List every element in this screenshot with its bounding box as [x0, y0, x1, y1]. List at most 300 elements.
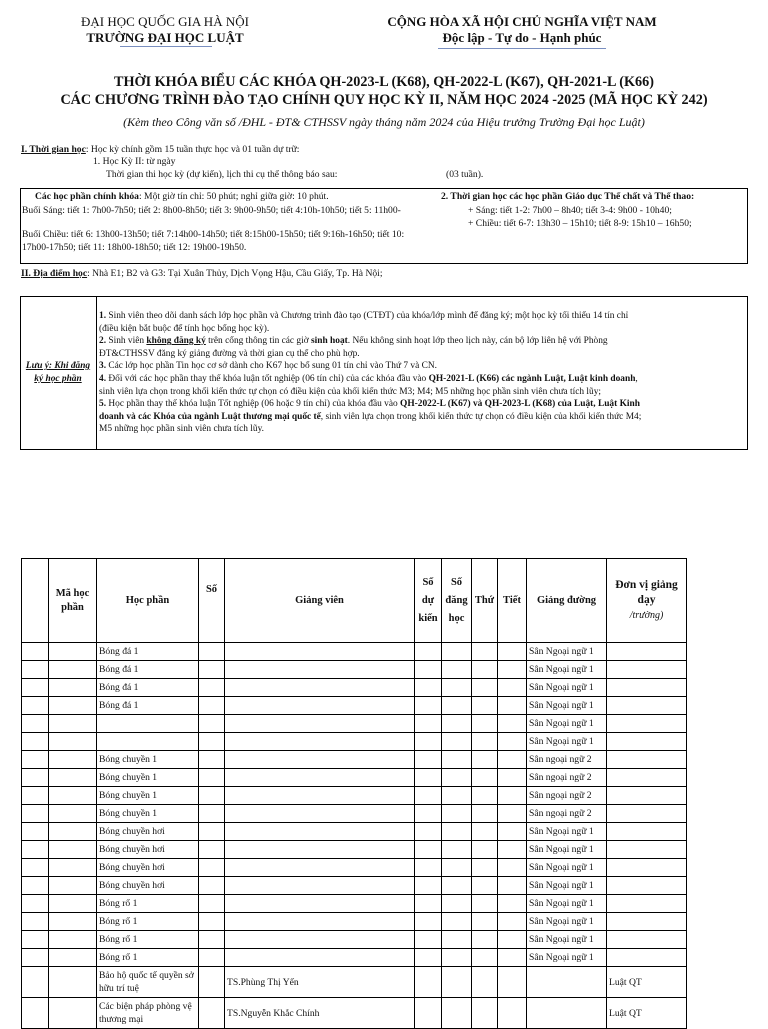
registered-cell — [442, 679, 472, 697]
lecturer-cell: TS.Nguyễn Khắc Chính — [225, 998, 415, 1029]
header-course-code — [49, 559, 97, 643]
header-registered-2: đăng — [445, 594, 468, 606]
registered-cell — [442, 967, 472, 998]
section-location-text: : Nhà E1; B2 và G3: Tại Xuân Thủy, Dịch Vọng Hậu, Cầu Giấy, Tp. Hà Nội; — [87, 268, 383, 279]
day-cell — [472, 805, 498, 823]
exam-weeks: (03 tuần). — [446, 169, 484, 180]
number-cell — [199, 769, 225, 787]
country-name: CỘNG HÒA XÃ HỘI CHỦ NGHĨA VIỆT NAM — [387, 14, 657, 29]
semester-item: 1. Học Kỳ II: từ ngày — [93, 156, 176, 167]
unit-cell — [607, 715, 687, 733]
period-cell — [498, 949, 527, 967]
number-cell — [199, 877, 225, 895]
header-lecturer: Giảng viên — [225, 559, 415, 643]
unit-cell — [607, 895, 687, 913]
header-expected — [415, 559, 442, 643]
lecturer-cell — [225, 697, 415, 715]
table-row — [22, 967, 687, 998]
course-name-cell: Bóng chuyền hơi — [97, 841, 199, 859]
note-2-num: 2. — [99, 336, 107, 347]
number-cell — [199, 733, 225, 751]
row-blank-cell — [22, 805, 49, 823]
course-name-cell: Bóng rổ 1 — [97, 931, 199, 949]
header-left-underline — [120, 46, 212, 47]
course-name-cell: Bóng chuyền 1 — [97, 769, 199, 787]
expected-cell — [415, 715, 442, 733]
course-code-cell — [49, 949, 97, 967]
number-cell — [199, 805, 225, 823]
row-blank-cell — [22, 967, 49, 998]
row-blank-cell — [22, 895, 49, 913]
university-name: ĐẠI HỌC QUỐC GIA HÀ NỘI — [81, 14, 249, 29]
header-expected-2: dự — [421, 594, 435, 606]
row-blank-cell — [22, 949, 49, 967]
table-row — [22, 931, 687, 949]
exam-time: Thời gian thi học kỳ (dự kiến), lịch thi cụ thể thông báo sau: — [106, 169, 338, 180]
note-2-text-a: Sinh viên — [106, 336, 147, 347]
course-code-cell — [49, 841, 97, 859]
table-row — [22, 913, 687, 931]
expected-cell — [415, 733, 442, 751]
header-expected-3: kiến — [418, 612, 438, 624]
header-course-code-2: phần — [61, 601, 84, 613]
lecturer-cell — [225, 823, 415, 841]
section-location — [21, 268, 383, 281]
table-row — [22, 643, 687, 661]
day-cell — [472, 697, 498, 715]
row-blank-cell — [22, 769, 49, 787]
pe-afternoon: + Chiều: tiết 6-7: 13h30 – 15h10; tiết 8-9: 15h10 – 16h50; — [468, 218, 692, 229]
lecturer-cell — [225, 913, 415, 931]
lecturer-cell — [225, 787, 415, 805]
row-blank-cell — [22, 787, 49, 805]
unit-cell — [607, 787, 687, 805]
course-name-cell: Bóng rổ 1 — [97, 895, 199, 913]
note-4-num: 4. — [99, 373, 107, 384]
unit-cell: Luật QT — [607, 998, 687, 1029]
header-classroom: Giảng đường — [527, 559, 607, 643]
table-row — [22, 751, 687, 769]
university-header — [60, 14, 270, 46]
number-cell — [199, 895, 225, 913]
lecturer-cell — [225, 679, 415, 697]
header-unit — [607, 559, 687, 643]
lecturer-cell — [225, 949, 415, 967]
course-code-cell — [49, 697, 97, 715]
period-cell — [498, 859, 527, 877]
number-cell — [199, 841, 225, 859]
note-3 — [99, 360, 744, 373]
header-course: Học phần — [97, 559, 199, 643]
table-row — [22, 823, 687, 841]
lecturer-cell — [225, 769, 415, 787]
unit-cell — [607, 643, 687, 661]
course-name-cell: Bóng chuyền 1 — [97, 751, 199, 769]
main-course-label: Các học phần chính khóa — [35, 191, 139, 202]
course-name-cell: Bóng chuyền hơi — [97, 823, 199, 841]
period-cell — [498, 823, 527, 841]
classroom-cell: Sân Ngoại ngữ 1 — [527, 895, 607, 913]
note-4c: sinh viên lựa chọn trong khối kiến thức tự chọn có điều kiện của khối kiến thức M3; M4; M5 những học phần sinh viên chưa tích lũy; — [99, 386, 602, 397]
table-row — [22, 697, 687, 715]
registered-cell — [442, 877, 472, 895]
course-code-cell — [49, 823, 97, 841]
day-cell — [472, 751, 498, 769]
table-row — [22, 661, 687, 679]
header-unit-3: /trường) — [629, 610, 664, 621]
day-cell — [472, 769, 498, 787]
note-5-num: 5. — [99, 399, 107, 410]
unit-cell — [607, 931, 687, 949]
classroom-cell: Sân Ngoại ngữ 1 — [527, 877, 607, 895]
row-blank-cell — [22, 715, 49, 733]
number-cell — [199, 859, 225, 877]
lecturer-cell — [225, 895, 415, 913]
day-cell — [472, 661, 498, 679]
number-cell — [199, 697, 225, 715]
notes-list — [99, 310, 744, 436]
lecturer-cell — [225, 859, 415, 877]
header-registered-1: Số — [450, 576, 463, 588]
course-code-cell — [49, 931, 97, 949]
expected-cell — [415, 643, 442, 661]
table-row — [22, 787, 687, 805]
lecturer-cell — [225, 805, 415, 823]
course-code-cell — [49, 733, 97, 751]
unit-cell — [607, 733, 687, 751]
section-time — [21, 144, 299, 157]
unit-cell — [607, 877, 687, 895]
course-name-cell: Bóng đá 1 — [97, 661, 199, 679]
note-4-text-b: , — [635, 373, 638, 384]
course-code-cell — [49, 859, 97, 877]
period-cell — [498, 697, 527, 715]
table-row — [22, 895, 687, 913]
page-subtitle: (Kèm theo Công văn số /ĐHL - ĐT& CTHSSV ngày tháng năm 2024 của Hiệu trưởng Trường Đại học Luật) — [123, 115, 645, 129]
number-cell — [199, 931, 225, 949]
day-cell — [472, 643, 498, 661]
expected-cell — [415, 823, 442, 841]
number-cell — [199, 823, 225, 841]
course-code-cell — [49, 679, 97, 697]
day-cell — [472, 823, 498, 841]
course-name-cell — [97, 733, 199, 751]
table-row — [22, 805, 687, 823]
course-code-cell — [49, 769, 97, 787]
note-2d: ĐT&CTHSSV đăng ký giảng đường và thời gian cụ thể cho phù hợp. — [99, 348, 360, 359]
day-cell — [472, 913, 498, 931]
afternoon-schedule-1: Buổi Chiều: tiết 6: 13h00-13h50; tiết 7:14h00-14h50; tiết 8:15h00-15h50; tiết 9:16h-16h50; tiết 10: — [22, 229, 405, 240]
day-cell — [472, 877, 498, 895]
course-name-cell: Bóng chuyền hơi — [97, 859, 199, 877]
classroom-cell: Sân Ngoại ngữ 1 — [527, 715, 607, 733]
note-2-text-b: trên cổng thông tin các giờ — [205, 336, 312, 347]
number-cell — [199, 949, 225, 967]
unit-cell — [607, 805, 687, 823]
note-4-bold: QH-2021-L (K66) các ngành Luật, Luật kinh doanh — [428, 373, 636, 384]
course-code-cell — [49, 967, 97, 998]
course-name-cell: Bóng rổ 1 — [97, 913, 199, 931]
row-blank-cell — [22, 931, 49, 949]
header-period: Tiết — [498, 559, 527, 643]
registered-cell — [442, 697, 472, 715]
table-row — [22, 769, 687, 787]
period-cell — [498, 913, 527, 931]
main-course-text: : Một giờ tín chỉ: 50 phút; nghỉ giữa giờ: 10 phút. — [138, 191, 329, 202]
note-4 — [99, 373, 744, 386]
expected-cell — [415, 949, 442, 967]
note-3-text: Các lớp học phần Tin học cơ sở dành cho K67 học bổ sung 01 tín chỉ vào Thứ 7 và CN. — [106, 361, 437, 372]
number-cell — [199, 643, 225, 661]
row-blank-cell — [22, 679, 49, 697]
row-blank-cell — [22, 697, 49, 715]
course-name-cell: Bóng chuyền 1 — [97, 787, 199, 805]
day-cell — [472, 931, 498, 949]
table-row — [22, 859, 687, 877]
lecturer-cell — [225, 877, 415, 895]
course-code-cell — [49, 661, 97, 679]
header-unit-2: dạy — [637, 594, 656, 606]
classroom-cell: Sân ngoại ngữ 2 — [527, 787, 607, 805]
unit-cell — [607, 859, 687, 877]
number-cell — [199, 679, 225, 697]
note-5-line2 — [99, 411, 744, 424]
header-right-underline — [438, 48, 606, 49]
schedule-body — [22, 643, 687, 1029]
period-cell — [498, 787, 527, 805]
unit-cell — [607, 913, 687, 931]
classroom-cell: Sân Ngoại ngữ 1 — [527, 859, 607, 877]
schedule-table — [21, 558, 687, 1029]
day-cell — [472, 715, 498, 733]
national-motto — [372, 14, 672, 46]
day-cell — [472, 841, 498, 859]
expected-cell — [415, 967, 442, 998]
day-cell — [472, 733, 498, 751]
table-row — [22, 715, 687, 733]
notes-divider — [96, 296, 97, 450]
course-code-cell — [49, 895, 97, 913]
period-cell — [498, 895, 527, 913]
registered-cell — [442, 931, 472, 949]
course-name-cell — [97, 715, 199, 733]
classroom-cell: Sân Ngoại ngữ 1 — [527, 841, 607, 859]
classroom-cell: Sân Ngoại ngữ 1 — [527, 949, 607, 967]
table-row — [22, 733, 687, 751]
classroom-cell: Sân Ngoại ngữ 1 — [527, 913, 607, 931]
classroom-cell: Sân Ngoại ngữ 1 — [527, 823, 607, 841]
registered-cell — [442, 751, 472, 769]
expected-cell — [415, 913, 442, 931]
morning-schedule: Buổi Sáng: tiết 1: 7h00-7h50; tiết 2: 8h00-8h50; tiết 3: 9h00-9h50; tiết 4:10h-10h50; tiết 5: 11h00- — [22, 205, 401, 216]
expected-cell — [415, 859, 442, 877]
row-blank-cell — [22, 643, 49, 661]
course-code-cell — [49, 877, 97, 895]
course-name-cell: Bóng đá 1 — [97, 697, 199, 715]
header-expected-1: Số — [422, 576, 434, 588]
unit-cell — [607, 823, 687, 841]
unit-cell — [607, 679, 687, 697]
period-cell — [498, 841, 527, 859]
lecturer-cell — [225, 661, 415, 679]
expected-cell — [415, 877, 442, 895]
row-blank-cell — [22, 823, 49, 841]
unit-cell: Luật QT — [607, 967, 687, 998]
period-cell — [498, 643, 527, 661]
note-5-text-b: , sinh viên lựa chọn trong khối kiến thức tự chọn có điều kiện của khối kiến thức M4; — [320, 411, 642, 422]
lecturer-cell — [225, 841, 415, 859]
course-name-cell: Bóng rổ 1 — [97, 949, 199, 967]
period-cell — [498, 661, 527, 679]
course-name-cell: Các biện pháp phòng vệ thương mại — [97, 998, 199, 1029]
note-5c: M5 những học phần sinh viên chưa tích lũy. — [99, 424, 264, 435]
classroom-cell: Sân Ngoại ngữ 1 — [527, 661, 607, 679]
period-cell — [498, 931, 527, 949]
classroom-cell: Sân ngoại ngữ 2 — [527, 769, 607, 787]
note-4-text-a: Đối với các học phần thay thế khóa luận tốt nghiệp (06 tín chỉ) của các khóa đầu vào — [106, 373, 429, 384]
classroom-cell — [527, 967, 607, 998]
section-time-label: I. Thời gian học — [21, 144, 86, 155]
period-cell — [498, 715, 527, 733]
note-1-num: 1. — [99, 311, 107, 321]
note-2-bold: không đăng ký — [146, 336, 206, 347]
lecturer-cell — [225, 931, 415, 949]
course-name-cell: Bóng đá 1 — [97, 643, 199, 661]
registered-cell — [442, 823, 472, 841]
note-5-bold-2: doanh và các Khóa của ngành Luật thương mại quốc tế — [99, 411, 321, 422]
registered-cell — [442, 733, 472, 751]
classroom-cell: Sân Ngoại ngữ 1 — [527, 697, 607, 715]
header-registered — [442, 559, 472, 643]
course-name-cell: Bóng chuyền 1 — [97, 805, 199, 823]
expected-cell — [415, 895, 442, 913]
day-cell — [472, 859, 498, 877]
unit-cell — [607, 751, 687, 769]
period-cell — [498, 967, 527, 998]
expected-cell — [415, 931, 442, 949]
pe-morning: + Sáng: tiết 1-2: 7h00 – 8h40; tiết 3-4: 9h00 - 10h40; — [468, 205, 672, 216]
registered-cell — [442, 715, 472, 733]
expected-cell — [415, 787, 442, 805]
note-5-bold: QH-2022-L (K67) và QH-2023-L (K68) của Luật, Luật Kinh — [400, 399, 640, 410]
registered-cell — [442, 805, 472, 823]
notes-label: Lưu ý: Khi đăng ký học phần — [25, 361, 91, 384]
table-row — [22, 841, 687, 859]
course-code-cell — [49, 913, 97, 931]
number-cell — [199, 913, 225, 931]
classroom-cell: Sân Ngoại ngữ 1 — [527, 643, 607, 661]
course-code-cell — [49, 787, 97, 805]
unit-cell — [607, 769, 687, 787]
row-blank-cell — [22, 661, 49, 679]
course-name-cell: Bóng chuyền hơi — [97, 877, 199, 895]
unit-cell — [607, 697, 687, 715]
period-cell — [498, 679, 527, 697]
note-1-text: Sinh viên theo dõi danh sách lớp học phần và Chương trình đào tạo (CTĐT) của khóa/lớp mình để đăng ký; một học kỳ tối thiểu 14 tín chỉ — [106, 311, 629, 321]
classroom-cell: Sân ngoại ngữ 2 — [527, 751, 607, 769]
course-name-cell: Bảo hộ quốc tế quyền sở hữu trí tuệ — [97, 967, 199, 998]
registered-cell — [442, 841, 472, 859]
expected-cell — [415, 661, 442, 679]
header-course-code-1: Mã học — [55, 587, 90, 599]
note-2-bold-2: sinh hoạt — [311, 336, 348, 347]
note-5-text-a: Học phần thay thế khóa luận Tốt nghiệp (06 hoặc 9 tín chỉ) của khóa đầu vào — [106, 399, 401, 410]
course-code-cell — [49, 805, 97, 823]
expected-cell — [415, 841, 442, 859]
note-1b: (điều kiện bắt buộc để tính học bổng học kỳ). — [99, 323, 270, 334]
lecturer-cell — [225, 643, 415, 661]
header-number: Số — [199, 559, 225, 643]
classroom-cell: Sân Ngoại ngữ 1 — [527, 679, 607, 697]
table-row — [22, 877, 687, 895]
table-row — [22, 679, 687, 697]
header-registered-3: học — [448, 612, 465, 624]
header-blank — [22, 559, 49, 643]
period-cell — [498, 877, 527, 895]
registered-cell — [442, 787, 472, 805]
lecturer-cell — [225, 733, 415, 751]
course-name-cell: Bóng đá 1 — [97, 679, 199, 697]
day-cell — [472, 787, 498, 805]
day-cell — [472, 949, 498, 967]
period-cell — [498, 733, 527, 751]
note-1 — [99, 310, 744, 323]
classroom-cell: Sân ngoại ngữ 2 — [527, 805, 607, 823]
course-code-cell — [49, 715, 97, 733]
registered-cell — [442, 859, 472, 877]
expected-cell — [415, 769, 442, 787]
registered-cell — [442, 895, 472, 913]
row-blank-cell — [22, 841, 49, 859]
classroom-cell: Sân Ngoại ngữ 1 — [527, 733, 607, 751]
note-5 — [99, 398, 744, 411]
period-cell — [498, 751, 527, 769]
pe-time-label: 2. Thời gian học các học phần Giáo dục Thể chất và Thể thao: — [441, 191, 695, 202]
row-blank-cell — [22, 733, 49, 751]
course-code-cell — [49, 643, 97, 661]
row-blank-cell — [22, 859, 49, 877]
period-cell — [498, 769, 527, 787]
lecturer-cell: TS.Phùng Thị Yến — [225, 967, 415, 998]
header-day: Thứ — [472, 559, 498, 643]
note-2 — [99, 335, 744, 348]
motto: Độc lập - Tự do - Hạnh phúc — [442, 30, 602, 45]
table-row — [22, 949, 687, 967]
section-time-text: : Học kỳ chính gồm 15 tuần thực học và 01 tuần dự trữ: — [85, 144, 300, 155]
unit-cell — [607, 661, 687, 679]
number-cell — [199, 661, 225, 679]
faculty-name: TRƯỜNG ĐẠI HỌC LUẬT — [86, 30, 244, 45]
registered-cell — [442, 949, 472, 967]
number-cell — [199, 715, 225, 733]
number-cell — [199, 751, 225, 769]
registered-cell — [442, 661, 472, 679]
section-location-label: II. Địa điểm học — [21, 268, 88, 279]
page-title-line2: CÁC CHƯƠNG TRÌNH ĐÀO TẠO CHÍNH QUY HỌC KỲ II, NĂM HỌC 2024 -2025 (MÃ HỌC KỲ 242) — [60, 92, 708, 108]
period-cell — [498, 805, 527, 823]
day-cell — [472, 895, 498, 913]
main-course-time — [35, 191, 329, 204]
expected-cell — [415, 805, 442, 823]
unit-cell — [607, 841, 687, 859]
row-blank-cell — [22, 751, 49, 769]
unit-cell — [607, 949, 687, 967]
page-title-line1: THỜI KHÓA BIỂU CÁC KHÓA QH-2023-L (K68), QH-2022-L (K67), QH-2021-L (K66) — [114, 74, 654, 90]
expected-cell — [415, 697, 442, 715]
number-cell — [199, 967, 225, 998]
day-cell — [472, 679, 498, 697]
row-blank-cell — [22, 913, 49, 931]
